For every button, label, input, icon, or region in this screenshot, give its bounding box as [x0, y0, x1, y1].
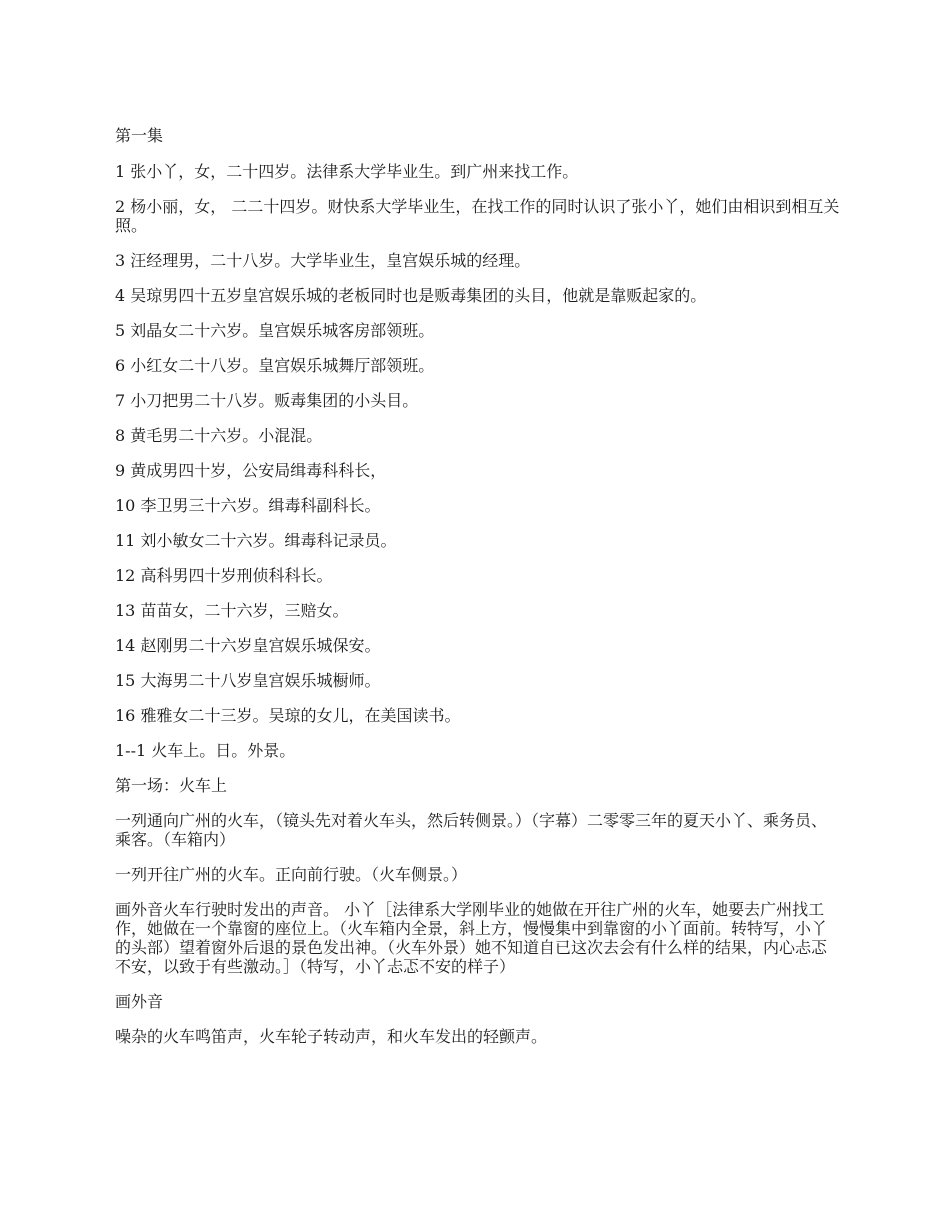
paragraph: 第一场：火车上 [115, 776, 228, 795]
paragraph: 11 刘小敏女二十六岁。缉毒科记录员。 [115, 531, 397, 550]
paragraph: 1 张小丫，女，二十四岁。法律系大学毕业生。到广州来找工作。 [115, 162, 579, 181]
paragraph: 13 苗苗女，二十六岁，三赔女。 [115, 601, 349, 620]
paragraph: 画外音 [115, 992, 164, 1011]
paragraph: 一列通向广州的火车，（镜头先对着火车头，然后转侧景。）（字幕）二零零三年的夏天小丫、乘务员、乘客。（车箱内） [115, 811, 828, 849]
paragraph: 7 小刀把男二十八岁。贩毒集团的小头目。 [115, 391, 419, 410]
paragraph: 14 赵刚男二十六岁皇宫娱乐城保安。 [115, 636, 381, 655]
paragraph: 2 杨小丽，女， 二二十四岁。财快系大学毕业生，在找工作的同时认识了张小丫，她们由相识到相互关照。 [115, 197, 840, 235]
paragraph: 5 刘晶女二十六岁。皇宫娱乐城客房部领班。 [115, 321, 435, 340]
paragraph: 噪杂的火车鸣笛声，火车轮子转动声，和火车发出的轻颤声。 [115, 1027, 548, 1046]
document-body [115, 162, 840, 1046]
paragraph: 3 汪经理男，二十八岁。大学毕业生，皇宫娱乐城的经理。 [115, 251, 531, 270]
paragraph: 16 雅雅女二十三岁。吴琼的女儿，在美国读书。 [115, 706, 461, 725]
paragraph: 4 吴琼男四十五岁皇宫娱乐城的老板同时也是贩毒集团的头目，他就是靠贩起家的。 [115, 286, 707, 305]
episode-title: 第一集 [115, 126, 164, 145]
paragraph: 画外音火车行驶时发出的声音。 小丫［法律系大学刚毕业的她做在开往广州的火车，她要去广州找工作，她做在一个靠窗的座位上。（火车箱内全景，斜上方，慢慢集中到靠窗的小丫面前。转特写，小丫的头部）望着窗外后退的景色发出神。（火车外景）她不知道自已这次去会有什么样的结果，内心忐忑不安，以致于有些激动。］（特写，小丫忐忑不安的样子） [115, 900, 828, 976]
paragraph: 1--1 火车上。日。外景。 [115, 741, 296, 760]
paragraph: 12 高科男四十岁刑侦科科长。 [115, 566, 333, 585]
paragraph: 一列开往广州的火车。正向前行驶。（火车侧景。） [115, 865, 468, 884]
paragraph: 6 小红女二十八岁。皇宫娱乐城舞厅部领班。 [115, 356, 435, 375]
paragraph: 10 李卫男三十六岁。缉毒科副科长。 [115, 496, 381, 515]
paragraph: 8 黄毛男二十六岁。小混混。 [115, 426, 323, 445]
paragraph: 15 大海男二十八岁皇宫娱乐城橱师。 [115, 671, 381, 690]
paragraph: 9 黄成男四十岁，公安局缉毒科科长， [115, 461, 387, 480]
